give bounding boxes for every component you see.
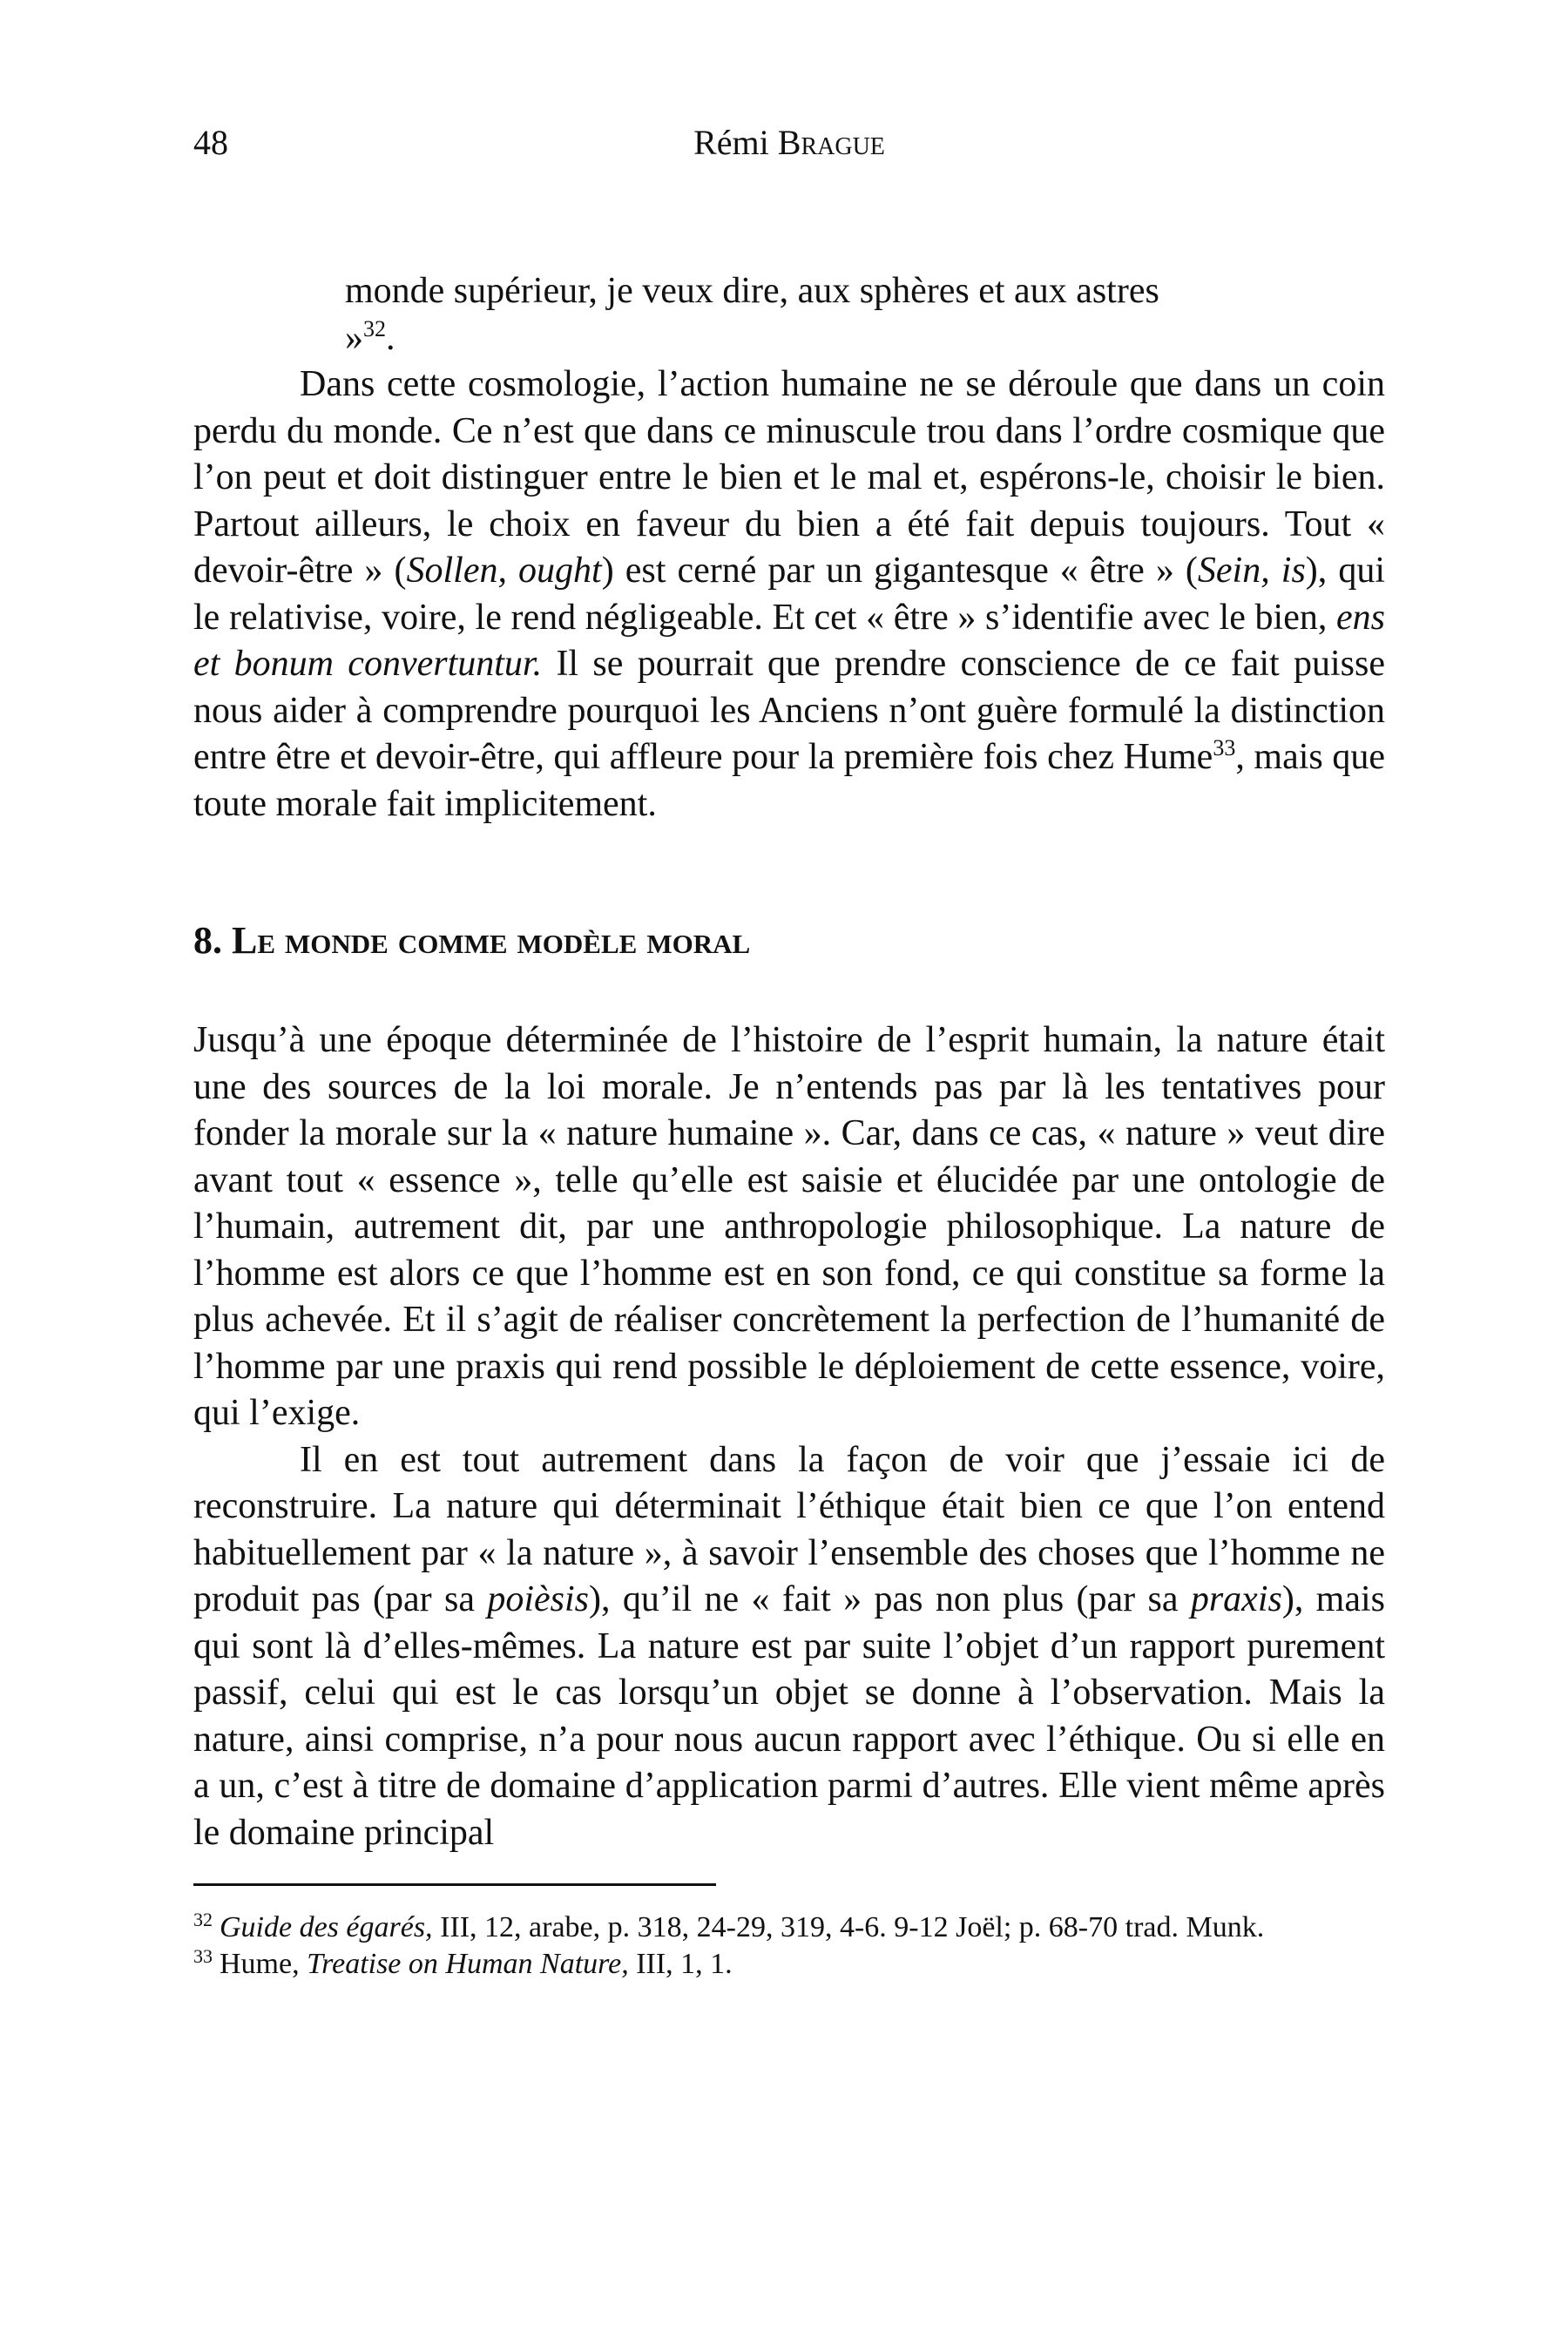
footnote-ref-32[interactable]: 32	[363, 315, 386, 341]
page-number: 48	[193, 123, 228, 162]
footnotes	[193, 1909, 1385, 1983]
footnote-divider	[193, 1883, 716, 1886]
footnote-number: 33	[193, 1944, 213, 1967]
paragraph-1-italic-3: ens et bonum convertuntur.	[193, 597, 1385, 684]
paragraph-3	[193, 1437, 1385, 1857]
paragraph-1-text-5: , mais que toute morale fait implicitement.	[193, 737, 1385, 824]
paragraph-1-italic-1: Sollen, ought	[406, 551, 602, 591]
paragraph-3-italic-1: poièsis	[487, 1579, 589, 1619]
paragraph-1-text-3: ), qui le relativise, voire, le rend négligeable. Et cet « être » s’identifie avec le bien,	[193, 551, 1386, 638]
author-last-name: Brague	[777, 123, 885, 162]
paragraph-3-italic-2: praxis	[1190, 1579, 1282, 1619]
paragraph-3-text-2: ), qu’il ne « fait » pas non plus (par sa	[588, 1579, 1191, 1619]
paragraph-3-text-1: Il en est tout autrement dans la façon de voir que j’essaie ici de reconstruire. La nature qui déterminait l’éthique était bien ce que l’on entend habituellement par « la nature », à savoir l’ensemble des choses que l’homme ne produit pas (par sa	[193, 1439, 1385, 1619]
footnote-lead: Hume,	[220, 1948, 308, 1980]
paragraph-1-text-1: Dans cette cosmologie, l’action humaine ne se déroule que dans un coin perdu du monde. Ce n’est que dans ce minuscule trou dans l’ordre cosmique que l’on peut et doit distinguer entre le bien et le mal et, espérons-le, choisir le bien. Partout ailleurs, le choix en faveur du bien a été fait depuis toujours. Tout « devoir-être » (	[193, 364, 1385, 591]
paragraph-1-italic-2: Sein, is	[1197, 551, 1306, 591]
paragraph-1-text-2: ) est cerné par un gigantesque « être » (	[601, 551, 1198, 591]
quote-text: monde supérieur, je veux dire, aux sphères et aux astres »	[345, 271, 1159, 358]
paragraph-3-text-3: ), mais qui sont là d’elles-mêmes. La nature est par suite l’objet d’un rapport purement passif, celui qui est le cas lorsqu’un objet se donne à l’observation. Mais la nature, ainsi comprise, n’a pour nous aucun rapport avec l’éthique. Ou si elle en a un, c’est à titre de domaine d’application parmi d’autres. Elle vient même après le domaine principal	[193, 1579, 1385, 1853]
footnote-title: Guide des égarés,	[220, 1911, 433, 1943]
body-section-1	[193, 362, 1385, 828]
block-quote	[345, 268, 1216, 362]
quote-end: .	[386, 317, 395, 358]
footnote-title: Treatise on Human Nature,	[307, 1948, 629, 1980]
footnote-number: 32	[193, 1908, 213, 1930]
running-head-author	[193, 122, 1385, 163]
paragraph-1-text-4: Il se pourrait que prendre conscience de ce fait puisse nous aider à comprendre pourquoi les Anciens n’ont guère formulé la distinction entre être et devoir-être, qui affleure pour la première fois chez Hume	[193, 644, 1385, 777]
footnote-text: III, 12, arabe, p. 318, 24-29, 319, 4-6. 9-12 Joël; p. 68-70 trad. Munk.	[432, 1911, 1265, 1943]
section-number: 8.	[193, 919, 222, 962]
paragraph-2: Jusqu’à une époque déterminée de l’histoire de l’esprit humain, la nature était une des sources de la loi morale. Je n’entends pas par là les tentatives pour fonder la morale sur la « nature humaine ». Car, dans ce cas, « nature » veut dire avant tout « essence », telle qu’elle est saisie et élucidée par une ontologie de l’humain, autrement dit, par une anthropologie philosophique. La nature de l’homme est alors ce que l’homme est en son fond, ce qui constitue sa forme la plus achevée. Et il s’agit de réaliser concrètement la perfection de l’humanité de l’homme par une praxis qui rend possible le déploiement de cette essence, voire, qui l’exige.	[193, 1020, 1385, 1433]
footnote-32	[193, 1909, 1385, 1946]
paragraph-1	[193, 362, 1385, 828]
author-first-name: Rémi	[693, 123, 769, 162]
section-heading	[193, 915, 1385, 967]
section-title: Le monde comme modèle moral	[232, 919, 751, 962]
footnote-ref-33[interactable]: 33	[1213, 735, 1236, 760]
running-head	[193, 122, 1385, 174]
body-section-2	[193, 1017, 1385, 1856]
footnote-text: III, 1, 1.	[628, 1948, 733, 1980]
footnote-33	[193, 1946, 1385, 1983]
